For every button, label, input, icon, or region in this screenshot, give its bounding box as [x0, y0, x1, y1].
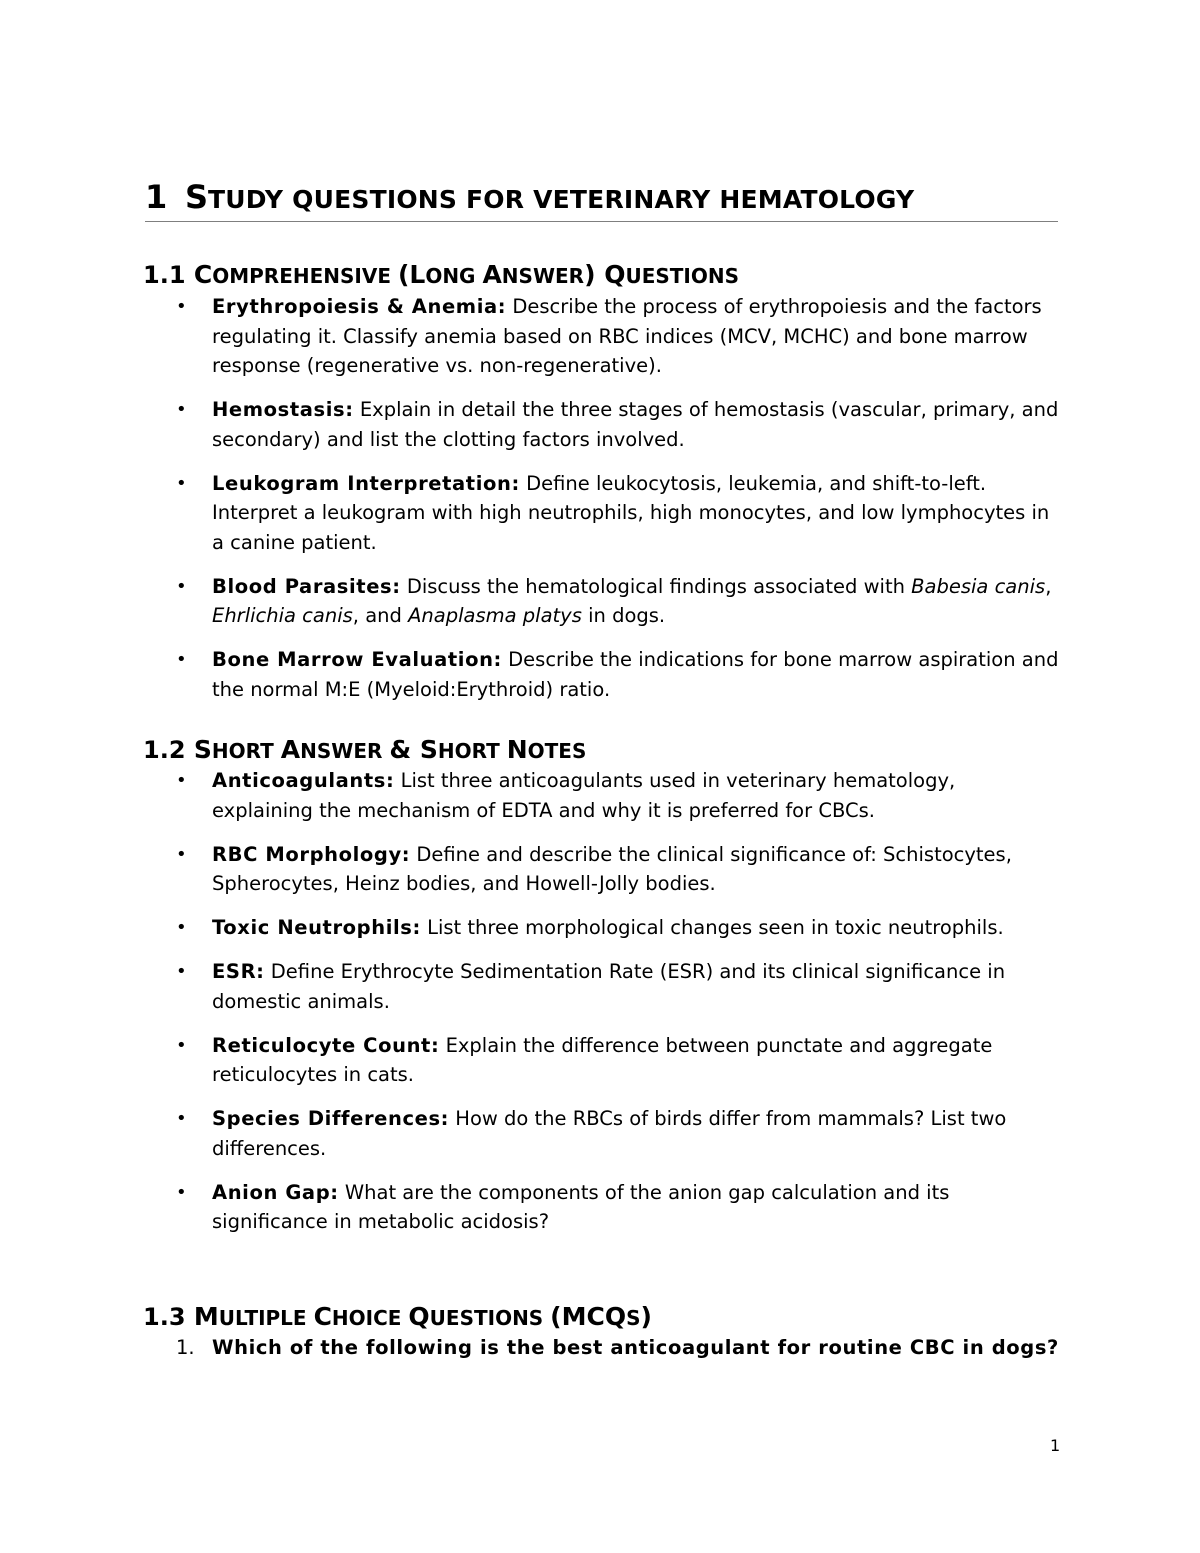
item-term: Reticulocyte Count: [212, 1033, 440, 1057]
section-heading-1-3 [143, 1302, 652, 1333]
section-heading-1-1 [143, 260, 739, 291]
heading-part: (MCQ [550, 1302, 627, 1331]
heading-part: M [193, 1302, 219, 1331]
section-number: 1.1 [143, 261, 186, 289]
heading-part: (L [397, 260, 426, 289]
section-number: 1.2 [143, 736, 186, 764]
item-term: RBC Morphology: [212, 842, 411, 866]
bullet-icon: • [176, 399, 187, 420]
heading-part: HORT [211, 739, 281, 763]
heading-part: ONG [425, 264, 483, 288]
bullet-icon: • [176, 917, 187, 938]
bullet-icon: • [176, 472, 187, 494]
item-text: What are the components of the anion gap calculation and its significance in metabolic acidosis? [212, 1180, 950, 1233]
list-item [0, 957, 1062, 1016]
item-text: List three morphological changes seen in toxic neutrophils. [420, 916, 1004, 939]
heading-part: NSWER [501, 264, 585, 288]
item-term: ESR: [212, 960, 265, 983]
list-item [0, 766, 1062, 825]
mcq-question [0, 1333, 1062, 1363]
question-text: Which of the following is the best anticoagulant for routine CBC in dogs? [212, 1336, 1059, 1359]
bullet-icon: • [176, 843, 187, 865]
bullet-icon: • [176, 649, 187, 670]
section-number: 1.3 [143, 1303, 186, 1331]
item-text: Define leukocytosis, leukemia, and shift-to-left. Interpret a leukogram with high neutrophils, high monocytes, and low lymphocytes in a canine patient. [212, 471, 1050, 554]
item-text: Define Erythrocyte Sedimentation Rate (ESR) and its clinical significance in domestic animals. [212, 960, 1006, 1013]
heading-part: A [482, 260, 502, 289]
item-term: Erythropoiesis & Anemia: [212, 295, 507, 318]
heading-part: OTES [527, 739, 587, 763]
species-name: Ehrlichia canis [212, 604, 353, 627]
item-text: Describe the process of erythropoiesis and the factors regulating it. Classify anemia based on RBC indices (MCV, MCHC) and bone marrow response (regenerative vs. non-regenerative). [212, 295, 1042, 377]
main-heading-text: TUDY QUESTIONS FOR VETERINARY HEMATOLOGY [208, 185, 915, 214]
separator: , [1045, 574, 1052, 598]
main-heading-number: 1 [145, 178, 168, 216]
bullet-icon: • [176, 296, 187, 317]
list-item [0, 572, 1062, 631]
item-text: How do the RBCs of birds differ from mammals? List two differences. [212, 1107, 1007, 1160]
item-term: Toxic Neutrophils: [212, 916, 421, 939]
list-item [0, 840, 1062, 899]
heading-part: A [280, 735, 301, 764]
heading-part: ULTIPLE [218, 1306, 314, 1330]
item-text: in dogs. [581, 604, 666, 627]
bullet-icon: • [176, 961, 187, 982]
list-item [0, 645, 1062, 704]
species-name: Anaplasma platys [408, 604, 582, 627]
item-text: Describe the indications for bone marrow aspiration and the normal M:E (Myeloid:Erythroid) ratio. [212, 648, 1059, 701]
section-heading-1-2 [143, 735, 586, 766]
mcq-list [0, 1333, 1200, 1377]
heading-part: S [626, 1306, 641, 1330]
heading-part: UESTIONS [429, 1306, 551, 1330]
heading-part: HORT [437, 739, 507, 763]
heading-part: ) Q [584, 260, 626, 289]
bullet-icon: • [176, 1181, 187, 1203]
item-text: List three anticoagulants used in veterinary hematology, explaining the mechanism of EDTA and why it is preferred for CBCs. [212, 769, 956, 822]
main-heading-first-letter: S [185, 178, 209, 216]
heading-part: ) [640, 1302, 652, 1331]
heading-part: OMPREHENSIVE [212, 264, 398, 288]
heading-part: NSWER [300, 739, 390, 763]
heading-part: HOICE [331, 1306, 409, 1330]
heading-part: UESTIONS [625, 264, 739, 288]
list-item [0, 469, 1062, 558]
item-term: Anion Gap: [212, 1180, 339, 1204]
question-number: 1. [176, 1336, 195, 1359]
item-term: Hemostasis: [212, 398, 354, 421]
list-item [0, 913, 1062, 943]
bullet-icon: • [176, 770, 187, 791]
heading-part: S [193, 735, 212, 764]
heading-part: Q [408, 1302, 430, 1331]
heading-part: & S [389, 735, 438, 764]
page-number: 1 [1050, 1436, 1061, 1455]
heading-part: C [313, 1302, 332, 1331]
separator: , and [352, 604, 409, 627]
main-heading [145, 178, 1058, 222]
item-text: Explain in detail the three stages of hemostasis (vascular, primary, and secondary) and list the clotting factors involved. [212, 398, 1059, 451]
item-term: Species Differences: [212, 1107, 450, 1130]
long-answer-list [0, 292, 1200, 719]
bullet-icon: • [176, 575, 187, 597]
item-term: Bone Marrow Evaluation: [212, 648, 502, 671]
list-item [0, 1031, 1062, 1090]
item-text: Define and describe the clinical significance of: Schistocytes, Spherocytes, Heinz bodies, and Howell-Jolly bodies. [212, 842, 1012, 895]
item-term: Blood Parasites: [212, 574, 401, 598]
item-term: Leukogram Interpretation: [212, 471, 520, 495]
bullet-icon: • [176, 1108, 187, 1129]
list-item [0, 1104, 1062, 1163]
heading-part: N [506, 735, 528, 764]
heading-part: C [193, 260, 213, 289]
item-term: Anticoagulants: [212, 769, 395, 792]
species-name: Babesia canis [911, 574, 1046, 598]
item-text: Discuss the hematological findings associated with [400, 574, 912, 598]
item-text: Explain the difference between punctate and aggregate reticulocytes in cats. [212, 1033, 993, 1086]
list-item [0, 292, 1062, 381]
list-item [0, 1178, 1062, 1237]
short-answer-list [0, 766, 1200, 1251]
list-item [0, 395, 1062, 454]
bullet-icon: • [176, 1034, 187, 1056]
